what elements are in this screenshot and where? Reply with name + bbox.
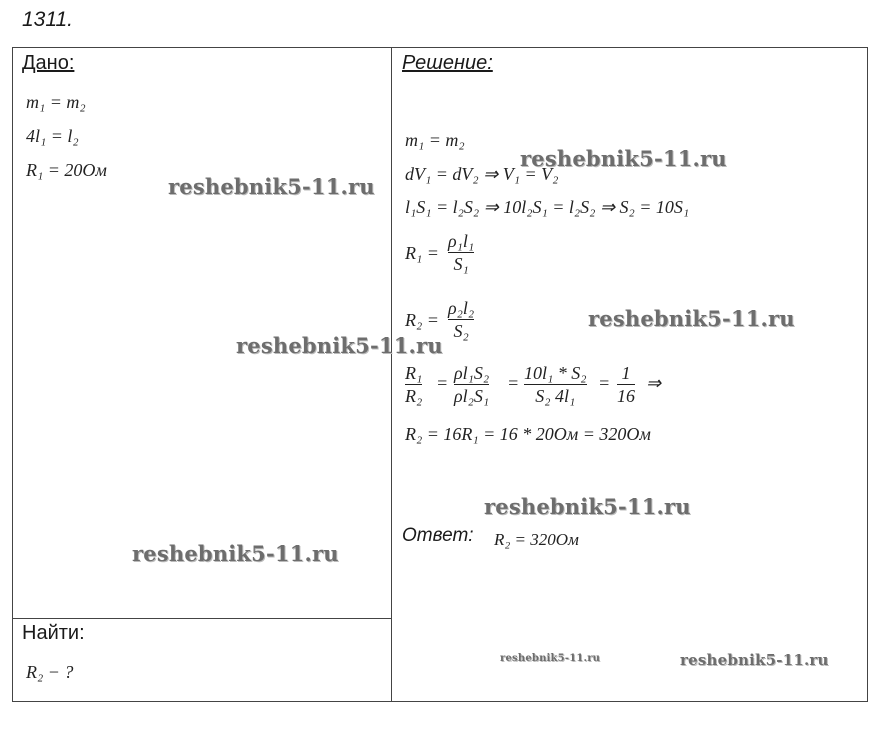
solution-final-line: R₂ = 16R₁ = 16 * 20Ом = 320Ом xyxy=(405,424,651,444)
ratio-numerator-4: 1 xyxy=(621,363,631,383)
r1-denominator: S₁ xyxy=(453,254,469,274)
r2-fraction xyxy=(448,297,474,342)
given-line-3: R₁ = 20Ом xyxy=(26,160,107,180)
find-line: R₂ − ? xyxy=(26,662,74,682)
watermark-logo: reshebnik5-11.ru xyxy=(168,174,375,199)
solution-line-1: m₁ = m₂ xyxy=(405,130,465,150)
solution-line-2: dV₁ = dV₂ ⇒ V₁ = V₂ xyxy=(405,164,559,184)
ratio-denominator-4: 16 xyxy=(617,386,635,406)
answer-value: R₂ = 320Ом xyxy=(494,530,579,549)
watermark-logo: reshebnik5-11.ru xyxy=(520,146,727,171)
ratio-equals-3: = xyxy=(598,373,611,393)
answer-label: Ответ: xyxy=(402,525,474,546)
watermark-logo: reshebnik5-11.ru xyxy=(484,494,691,519)
ratio-fraction-2 xyxy=(454,362,489,407)
ratio-fraction-3 xyxy=(524,362,587,407)
given-line-2: 4l₁ = l₂ xyxy=(26,126,79,146)
r2-numerator: ρ₂l₂ xyxy=(448,298,475,318)
ratio-numerator-1: R₁ xyxy=(405,363,423,383)
r2-denominator: S₂ xyxy=(453,321,469,341)
ratio-denominator-2: ρl₂S₁ xyxy=(454,386,490,406)
given-heading: Дано: xyxy=(22,52,75,74)
watermark-logo: reshebnik5-11.ru xyxy=(236,333,443,358)
ratio-fraction-1 xyxy=(405,362,422,407)
given-find-divider xyxy=(12,618,392,619)
solution-heading: Решение: xyxy=(402,52,493,74)
r1-numerator: ρ₁l₁ xyxy=(448,231,475,251)
ratio-denominator-1: R₂ xyxy=(405,386,423,406)
problem-number: 1311. xyxy=(22,8,73,31)
watermark-logo: reshebnik5-11.ru xyxy=(132,541,339,566)
ratio-fraction-4 xyxy=(617,362,635,407)
given-line-1: m₁ = m₂ xyxy=(26,92,86,112)
implies-arrow: ⇒ xyxy=(646,373,662,393)
ratio-numerator-2: ρl₁S₂ xyxy=(454,363,490,383)
watermark-logo: reshebnik5-11.ru xyxy=(500,653,601,664)
ratio-numerator-3: 10l₁ * S₂ xyxy=(524,363,587,383)
r1-lhs: R₁ = xyxy=(405,243,439,263)
ratio-denominator-3: S₂ 4l₁ xyxy=(535,386,576,406)
find-heading: Найти: xyxy=(22,622,85,644)
r1-fraction xyxy=(448,230,474,275)
ratio-equals-1: = xyxy=(436,373,449,393)
r2-lhs: R₂ = xyxy=(405,310,439,330)
solution-line-3: l₁S₁ = l₂S₂ ⇒ 10l₂S₁ = l₂S₂ ⇒ S₂ = 10S₁ xyxy=(405,197,690,217)
watermark-logo: reshebnik5-11.ru xyxy=(588,306,795,331)
ratio-equals-2: = xyxy=(507,373,520,393)
watermark-logo: reshebnik5-11.ru xyxy=(680,651,829,669)
column-divider xyxy=(391,47,392,702)
